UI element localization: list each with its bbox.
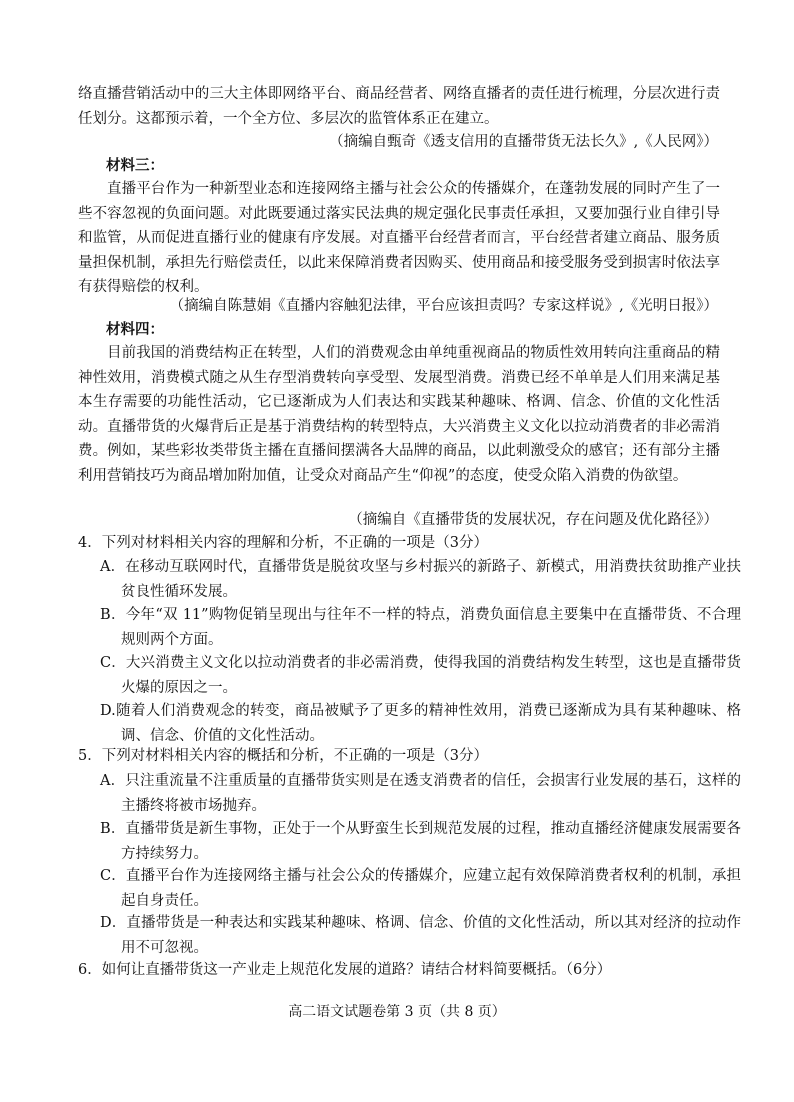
question-6-stem: 6．如何让直播带货这一产业走上规范化发展的道路？请结合材料简要概括。（6分）	[78, 962, 612, 978]
material-3-body: 直播平台作为一种新型业态和连接网络主播与社会公众的传播媒介，在蓬勃发展的同时产生了一些不容忽视的负面问题。对此既要通过落实民法典的规定强化民事责任承担，又要加强行业自律引导和监管，从而促进直播行业的健康有序发展。对直播平台经营者而言，平台经营者建立商品、服务质量担保机制，承担先行赔偿责任，以此来保障消费者因购买、使用商品和接受服务受到损害时依法享有获得赔偿的权利。	[78, 181, 720, 295]
question-5-option-a: A．只注重流量不注重质量的直播带货实则是在透支消费者的信任，会损害行业发展的基石，这样的主播终将被市场抛弃。	[100, 773, 741, 814]
question-5-option-b: B．直播带货是新生事物，正处于一个从野蛮生长到规范发展的过程，推动直播经济健康发展需要各方持续努力。	[100, 821, 741, 862]
source-citation-4: （摘编自《直播带货的发展状况，存在问题及优化路径》）	[348, 512, 718, 528]
question-4-option-a: A．在移动互联网时代，直播带货是脱贫攻坚与乡村振兴的新路子、新模式，用消费扶贫助推产业扶贫良性循环发展。	[100, 559, 741, 600]
source-citation-3: （摘编自陈慧娟《直播内容触犯法律，平台应该担责吗？专家这样说》,《光明日报》）	[169, 298, 718, 314]
material-3-heading: 材料三：	[106, 157, 164, 174]
question-5-stem: 5．下列对材料相关内容的概括和分析，不正确的一项是（3分）	[78, 748, 488, 764]
question-5-option-c: C．直播平台作为连接网络主播与社会公众的传播媒介，应建立起有效保障消费者权利的机制，承担起自身责任。	[100, 868, 741, 909]
top-paragraph: 络直播营销活动中的三大主体即网络平台、商品经营者、网络直播者的责任进行梳理，分层次进行责任划分。这都预示着，一个全方位、多层次的监管体系正在建立。	[78, 86, 720, 127]
question-4-stem: 4．下列对材料相关内容的理解和分析，不正确的一项是（3分）	[78, 535, 488, 551]
material-4-heading: 材料四：	[106, 321, 164, 338]
question-5-option-d: D．直播带货是一种表达和实践某种趣味、格调、信念、价值的文化性活动，所以其对经济的拉动作用不可忽视。	[100, 915, 741, 956]
question-4-option-c: C．大兴消费主义文化以拉动消费者的非必需消费，使得我国的消费结构发生转型，这也是直播带货火爆的原因之一。	[100, 655, 741, 696]
question-4-option-d: D.随着人们消费观念的转变，商品被赋予了更多的精神性效用，消费已逐渐成为具有某种趣味、格调、信念、价值的文化性活动。	[100, 703, 741, 744]
source-citation-1: （摘编自甄奇《透支信用的直播带货无法长久》,《人民网》）	[329, 134, 718, 150]
page-footer: 高二语文试题卷第 3 页（共 8 页）	[288, 1004, 506, 1020]
question-4-option-b: B．今年“双 11”购物促销呈现出与往年不一样的特点，消费负面信息主要集中在直播带货、不合理规则两个方面。	[100, 607, 741, 648]
material-4-body: 目前我国的消费结构正在转型，人们的消费观念由单纯重视商品的物质性效用转向注重商品的精神性效用，消费模式随之从生存型消费转向享受型、发展型消费。消费已经不单单是人们用来满足基本生存需要的功能性活动，它已逐渐成为人们表达和实践某种趣味、格调、信念、价值的文化性活动。直播带货的火爆背后正是基于消费结构的转型特点，大兴消费主义文化以拉动消费者的非必需消费。例如，某些彩妆类带货主播在直播间摆满各大品牌的商品，以此刺激受众的感官；还有部分主播利用营销技巧为商品增加附加值，让受众对商品产生“仰视”的态度，使受众陷入消费的伪欲望。	[78, 345, 720, 484]
